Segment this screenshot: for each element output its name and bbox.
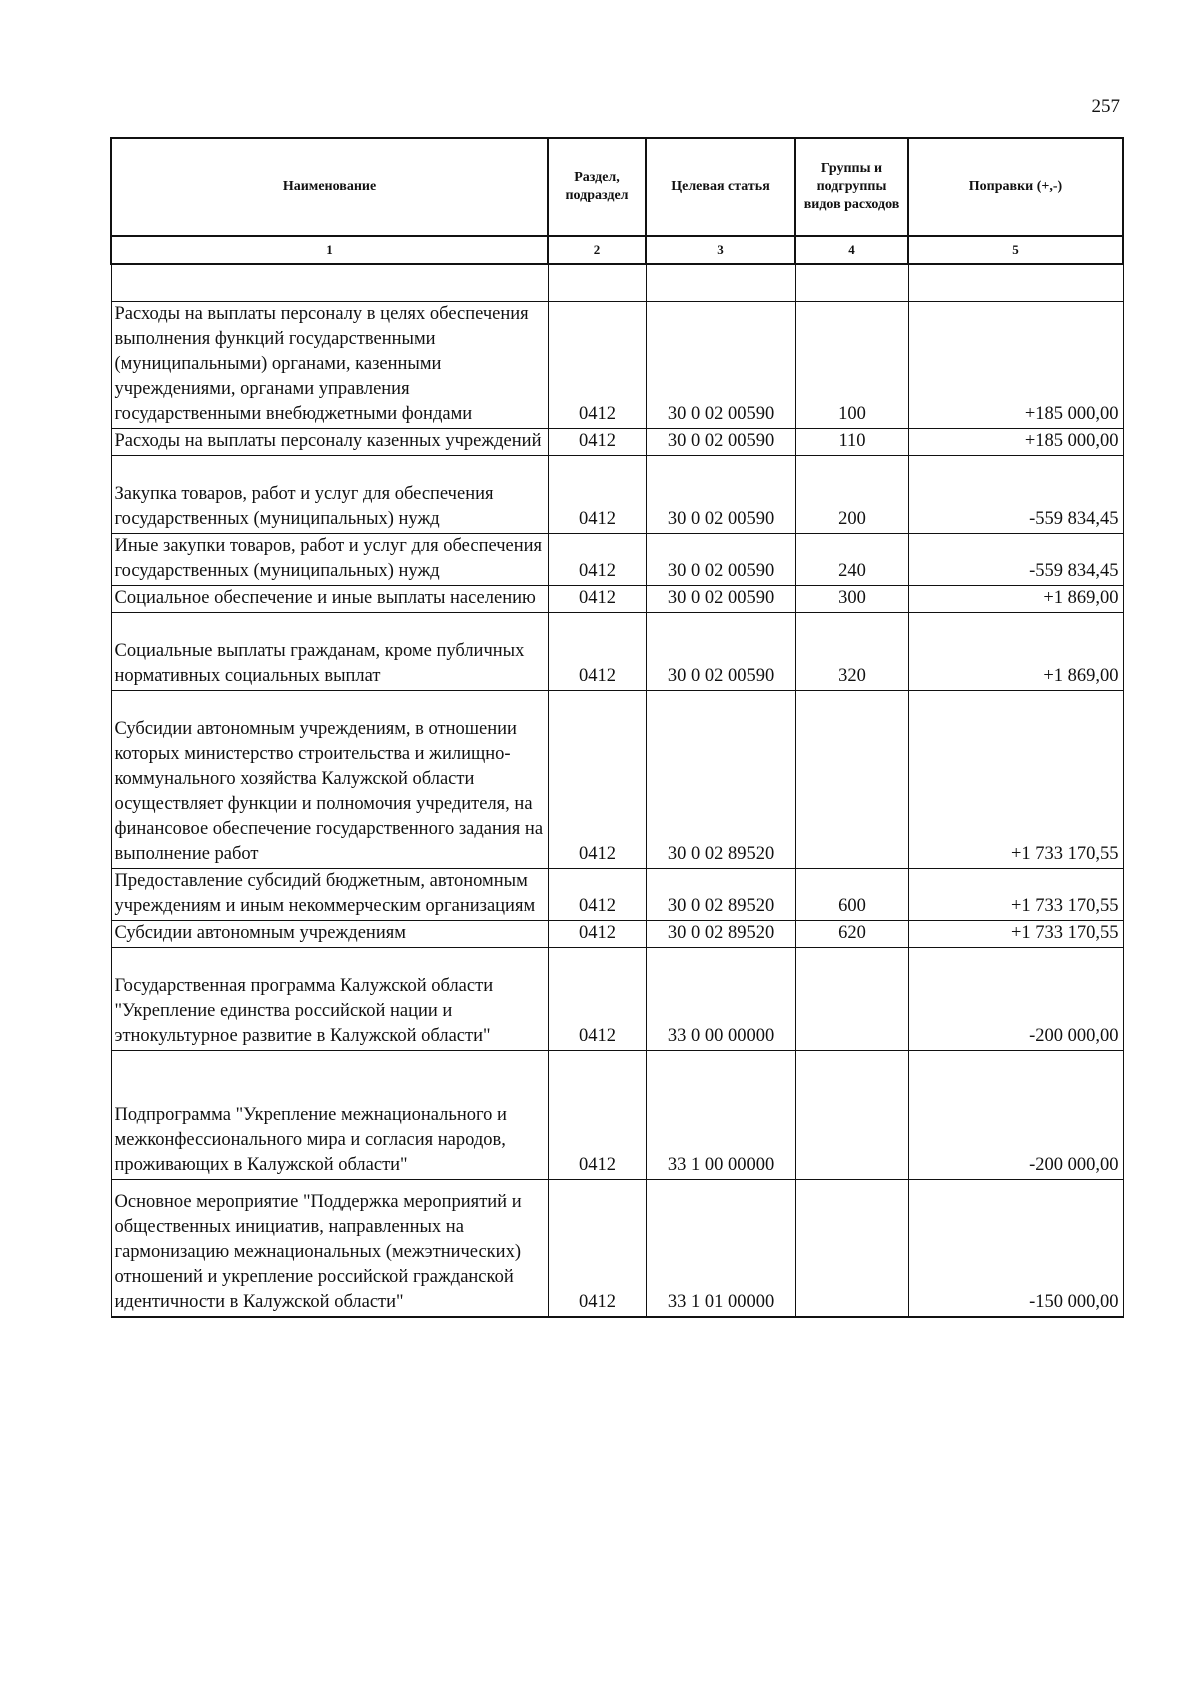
row-name: Иные закупки товаров, работ и услуг для обеспечения государственных (муниципальных) нужд — [111, 534, 548, 586]
row-target: 30 0 02 89520 — [646, 921, 795, 948]
row-group: 320 — [795, 613, 908, 691]
row-section: 0412 — [548, 869, 646, 921]
table-row — [111, 586, 1123, 613]
row-section: 0412 — [548, 302, 646, 429]
header-target: Целевая статья — [646, 138, 795, 236]
column-number: 1 — [111, 236, 548, 264]
table-row — [111, 869, 1123, 921]
row-name: Государственная программа Калужской области "Укрепление единства российской нации и этнокультурное развитие в Калужской области" — [111, 948, 548, 1051]
row-amount: +1 869,00 — [908, 613, 1123, 691]
table-row — [111, 691, 1123, 869]
table-row — [111, 302, 1123, 429]
table-row — [111, 1180, 1123, 1318]
row-target: 30 0 02 00590 — [646, 429, 795, 456]
row-target: 30 0 02 00590 — [646, 586, 795, 613]
row-name: Основное мероприятие "Поддержка мероприятий и общественных инициатив, направленных на гармонизацию межнациональных (межэтнических) отношений и укрепление российской гражданской идентичности в Калужской области" — [111, 1180, 548, 1318]
row-target: 30 0 02 89520 — [646, 869, 795, 921]
row-target: 30 0 02 00590 — [646, 302, 795, 429]
table-row — [111, 1051, 1123, 1180]
row-section: 0412 — [548, 586, 646, 613]
header-section: Раздел, подраздел — [548, 138, 646, 236]
budget-table — [110, 137, 1124, 1318]
row-amount: -200 000,00 — [908, 1051, 1123, 1180]
row-amount: -200 000,00 — [908, 948, 1123, 1051]
row-section: 0412 — [548, 429, 646, 456]
row-target: 30 0 02 00590 — [646, 456, 795, 534]
row-amount: -559 834,45 — [908, 534, 1123, 586]
row-section: 0412 — [548, 948, 646, 1051]
row-section: 0412 — [548, 613, 646, 691]
column-number: 3 — [646, 236, 795, 264]
row-target: 33 1 01 00000 — [646, 1180, 795, 1318]
row-amount: +1 733 170,55 — [908, 869, 1123, 921]
row-name: Предоставление субсидий бюджетным, автономным учреждениям и иным некоммерческим организациям — [111, 869, 548, 921]
table-row — [111, 534, 1123, 586]
row-section: 0412 — [548, 456, 646, 534]
row-target: 30 0 02 00590 — [646, 613, 795, 691]
row-amount: +1 733 170,55 — [908, 691, 1123, 869]
header-name: Наименование — [111, 138, 548, 236]
row-amount: +1 869,00 — [908, 586, 1123, 613]
row-section: 0412 — [548, 691, 646, 869]
row-name: Субсидии автономным учреждениям — [111, 921, 548, 948]
row-group — [795, 1051, 908, 1180]
row-name: Социальные выплаты гражданам, кроме публичных нормативных социальных выплат — [111, 613, 548, 691]
row-name: Расходы на выплаты персоналу казенных учреждений — [111, 429, 548, 456]
header-groups: Группы и подгруппы видов расходов — [795, 138, 908, 236]
row-target: 30 0 02 89520 — [646, 691, 795, 869]
table-row — [111, 456, 1123, 534]
table-row — [111, 613, 1123, 691]
row-group: 100 — [795, 302, 908, 429]
row-group: 200 — [795, 456, 908, 534]
row-section: 0412 — [548, 921, 646, 948]
row-target: 30 0 02 00590 — [646, 534, 795, 586]
row-amount: +185 000,00 — [908, 429, 1123, 456]
row-amount: +1 733 170,55 — [908, 921, 1123, 948]
row-name: Социальное обеспечение и иные выплаты населению — [111, 586, 548, 613]
row-group — [795, 948, 908, 1051]
row-group — [795, 1180, 908, 1318]
column-number: 4 — [795, 236, 908, 264]
column-number: 5 — [908, 236, 1123, 264]
table-row — [111, 429, 1123, 456]
table-row — [111, 921, 1123, 948]
column-number-row — [111, 236, 1123, 264]
row-group: 110 — [795, 429, 908, 456]
row-group: 600 — [795, 869, 908, 921]
row-group: 240 — [795, 534, 908, 586]
row-section: 0412 — [548, 534, 646, 586]
spacer-row — [111, 264, 1123, 302]
row-amount: +185 000,00 — [908, 302, 1123, 429]
row-target: 33 0 00 00000 — [646, 948, 795, 1051]
row-amount: -559 834,45 — [908, 456, 1123, 534]
header-amendments: Поправки (+,-) — [908, 138, 1123, 236]
row-name: Подпрограмма "Укрепление межнационального и межконфессионального мира и согласия народов, проживающих в Калужской области" — [111, 1051, 548, 1180]
row-group: 620 — [795, 921, 908, 948]
row-amount: -150 000,00 — [908, 1180, 1123, 1318]
row-name: Субсидии автономным учреждениям, в отношении которых министерство строительства и жилищно-коммунального хозяйства Калужской области осуществляет функции и полномочия учредителя, на финансовое обеспечение государственного задания на выполнение работ — [111, 691, 548, 869]
row-group — [795, 691, 908, 869]
page-number: 257 — [1091, 96, 1120, 117]
row-target: 33 1 00 00000 — [646, 1051, 795, 1180]
row-group: 300 — [795, 586, 908, 613]
row-section: 0412 — [548, 1180, 646, 1318]
table-row — [111, 948, 1123, 1051]
row-name: Расходы на выплаты персоналу в целях обеспечения выполнения функций государственными (муниципальными) органами, казенными учреждениями, органами управления государственными внебюджетными фондами — [111, 302, 548, 429]
header-row — [111, 138, 1123, 236]
row-name: Закупка товаров, работ и услуг для обеспечения государственных (муниципальных) нужд — [111, 456, 548, 534]
column-number: 2 — [548, 236, 646, 264]
row-section: 0412 — [548, 1051, 646, 1180]
